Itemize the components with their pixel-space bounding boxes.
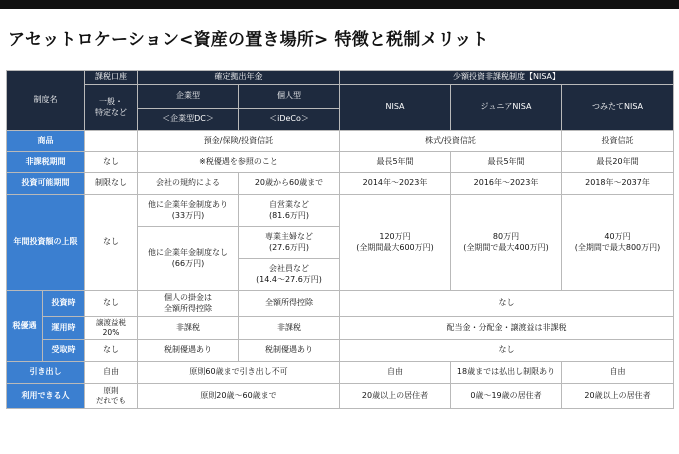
header-kakutei-kyoshutsu: 確定拠出年金 xyxy=(138,71,340,85)
cell-jougen-kojin-1: 自営業など (81.6万円) xyxy=(239,195,340,227)
cell-hikazei-dc: ※税優遇を参照のこと xyxy=(138,152,340,173)
cell-jougen-kigyou-2: 他に企業年金制度なし (66万円) xyxy=(138,227,239,291)
row-label-unyouji: 運用時 xyxy=(43,317,85,340)
cell-toushi-kazei: 制限なし xyxy=(85,173,138,195)
cell-jougen-kojin-3: 会社員など (14.4～27.6万円) xyxy=(239,259,340,291)
cell-toushiji-kazei: なし xyxy=(85,291,138,317)
row-label-hikidashi: 引き出し xyxy=(7,362,85,384)
header-ideco: ＜iDeCo＞ xyxy=(239,109,340,131)
cell-jougen-kojin-2: 専業主婦など (27.6万円) xyxy=(239,227,340,259)
row-label-riyousha: 利用できる人 xyxy=(7,384,85,409)
cell-unyouji-kojin: 非課税 xyxy=(239,317,340,340)
row-label-toushi-kikan: 投資可能期間 xyxy=(7,173,85,195)
cell-toushi-kigyou: 会社の規約による xyxy=(138,173,239,195)
header-nisa: NISA xyxy=(340,85,451,131)
row-label-hikazei-kikan: 非課税期間 xyxy=(7,152,85,173)
cell-shohin-dc: 預金/保険/投資信託 xyxy=(138,131,340,152)
header-kigyou-dc: ＜企業型DC＞ xyxy=(138,109,239,131)
cell-juryouji-kojin: 税制優遇あり xyxy=(239,340,340,362)
cell-hikazei-tsumitate: 最長20年間 xyxy=(562,152,674,173)
cell-hikidashi-tsumitate: 自由 xyxy=(562,362,674,384)
cell-juryouji-nisa: なし xyxy=(340,340,674,362)
cell-toushi-junior: 2016年～2023年 xyxy=(451,173,562,195)
header-kojin: 個人型 xyxy=(239,85,340,109)
top-bar xyxy=(0,0,679,9)
cell-riyousha-dc: 原則20歳～60歳まで xyxy=(138,384,340,409)
header-kazei-kouza: 課税口座 xyxy=(85,71,138,85)
cell-riyousha-tsumitate: 20歳以上の居住者 xyxy=(562,384,674,409)
row-label-juryouji: 受取時 xyxy=(43,340,85,362)
cell-toushi-nisa: 2014年～2023年 xyxy=(340,173,451,195)
row-label-zeiyuuguu: 税優遇 xyxy=(7,291,43,362)
header-tsumitate-nisa: つみたてNISA xyxy=(562,85,674,131)
cell-toushiji-kojin: 全額所得控除 xyxy=(239,291,340,317)
header-seido-mei: 制度名 xyxy=(7,71,85,131)
header-nisa-group: 少額投資非課税制度【NISA】 xyxy=(340,71,674,85)
cell-hikazei-nisa: 最長5年間 xyxy=(340,152,451,173)
row-label-toushiji: 投資時 xyxy=(43,291,85,317)
row-label-jougen: 年間投資額の上限 xyxy=(7,195,85,291)
cell-unyouji-kazei: 譲渡益税 20% xyxy=(85,317,138,340)
cell-jougen-nisa: 120万円 (全期間最大600万円) xyxy=(340,195,451,291)
comparison-table xyxy=(6,70,674,409)
header-ippan-tokutei: 一般・ 特定など xyxy=(85,85,138,131)
cell-toushiji-kigyou: 個人の掛金は 全額所得控除 xyxy=(138,291,239,317)
row-label-shohin: 商品 xyxy=(7,131,85,152)
cell-jougen-kigyou-1: 他に企業年金制度あり (33万円) xyxy=(138,195,239,227)
cell-hikidashi-dc: 原則60歳まで引き出し不可 xyxy=(138,362,340,384)
cell-hikidashi-kazei: 自由 xyxy=(85,362,138,384)
cell-juryouji-kazei: なし xyxy=(85,340,138,362)
cell-jougen-junior: 80万円 (全期間で最大400万円) xyxy=(451,195,562,291)
cell-jougen-kazei: なし xyxy=(85,195,138,291)
cell-hikazei-junior: 最長5年間 xyxy=(451,152,562,173)
page-title: アセットロケーション<資産の置き場所> 特徴と税制メリット xyxy=(8,30,489,50)
cell-hikazei-kazei: なし xyxy=(85,152,138,173)
cell-unyouji-kigyou: 非課税 xyxy=(138,317,239,340)
cell-hikidashi-nisa: 自由 xyxy=(340,362,451,384)
header-kigyou: 企業型 xyxy=(138,85,239,109)
cell-riyousha-nisa: 20歳以上の居住者 xyxy=(340,384,451,409)
cell-hikidashi-junior: 18歳までは払出し制限あり xyxy=(451,362,562,384)
cell-riyousha-junior: 0歳～19歳の居住者 xyxy=(451,384,562,409)
cell-shohin-nisa: 株式/投資信託 xyxy=(340,131,562,152)
cell-juryouji-kigyou: 税制優遇あり xyxy=(138,340,239,362)
header-junior-nisa: ジュニアNISA xyxy=(451,85,562,131)
cell-shohin-tsumitate: 投資信託 xyxy=(562,131,674,152)
cell-toushi-tsumitate: 2018年～2037年 xyxy=(562,173,674,195)
cell-jougen-tsumitate: 40万円 (全期間で最大800万円) xyxy=(562,195,674,291)
cell-toushiji-nisa: なし xyxy=(340,291,674,317)
cell-riyousha-kazei: 原則 だれでも xyxy=(85,384,138,409)
cell-shohin-kazei xyxy=(85,131,138,152)
cell-unyouji-nisa: 配当金・分配金・譲渡益は非課税 xyxy=(340,317,674,340)
cell-toushi-kojin: 20歳から60歳まで xyxy=(239,173,340,195)
